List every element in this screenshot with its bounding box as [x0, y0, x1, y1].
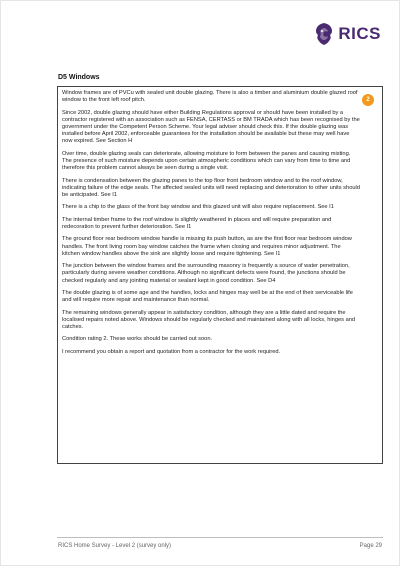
rics-logo [313, 22, 381, 46]
section-title: D5 Windows [58, 74, 100, 81]
condition-rating-badge: 2 [362, 94, 374, 106]
paragraph: The internal timber frame to the roof window is slightly weathered in places and will require preparation and redecoration to prevent further deterioration. See I1 [62, 216, 332, 230]
paragraph: The remaining windows generally appear in satisfactory condition, although they are a little dated and require the localised repairs noted above. Windows should be regularly checked and maintained along with all locks, hinges and catches. [62, 309, 356, 330]
paragraph: Condition rating 2. These works should be carried out soon. [62, 336, 213, 343]
paragraph: There is condensation between the glazing panes to the top floor front bedroom window and to the roof window, indicating failure of the edge seals. The affected sealed units will need replacing and deterioration to other units should be anticipated. See I1 [62, 177, 360, 198]
section-content-box [57, 86, 383, 464]
logo-text: RICS [338, 24, 381, 43]
paragraph: Window frames are of PVCu with sealed unit double glazing. There is also a timber and aluminium double glazed roof window to the front left roof pitch. [62, 90, 358, 104]
paragraph: The ground floor rear bedroom window handle is missing its push button, as are the first floor rear bedroom window handles. The front living room bay window catches the frame when closing and requires minor adjustment. The kitchen window handles above the sink are slightly loose and require tightening. See I1 [62, 236, 352, 257]
paragraph: The double glazing is of some age and the handles, locks and hinges may well be at the end of their serviceable life and will require more repair and maintenance than normal. [62, 289, 353, 304]
lion-crest-icon [313, 22, 335, 46]
paragraph: I recommend you obtain a report and quotation from a contractor for the work required. [62, 348, 281, 355]
paragraph: Since 2002, double glazing should have either Building Regulations approval or should have been installed by a contractor registered with an association such as FENSA, CERTASS or BM TRADA which has been recognised by the government under the Competent Person Scheme. Your legal adviser should check this. If the double glazing was installed before April 2002, enforceable guarantees for the installation should be available but these may well have now expired. See Section H [62, 109, 360, 145]
footer-divider [57, 537, 383, 538]
paragraph: Over time, double glazing seals can deteriorate, allowing moisture to form between the panes and causing misting. The presence of such moisture depends upon certain atmospheric conditions which can vary from time to time and therefore this problem cannot always be seen during a single visit. [62, 150, 351, 172]
page-number: Page 29 [359, 543, 382, 549]
paragraph: The junction between the window frames and the surrounding masonry is frequently a source of water penetration, particularly during severe weather conditions. Although no significant defects were found, the junctions should be checked regularly and any jointing material or sealant kept in good condition. See D4 [62, 263, 350, 284]
paragraph: There is a chip to the glass of the front bay window and this glazed unit will also require replacement. See I1 [62, 204, 334, 211]
footer-report-title: RICS Home Survey - Level 2 (survey only) [58, 543, 172, 549]
